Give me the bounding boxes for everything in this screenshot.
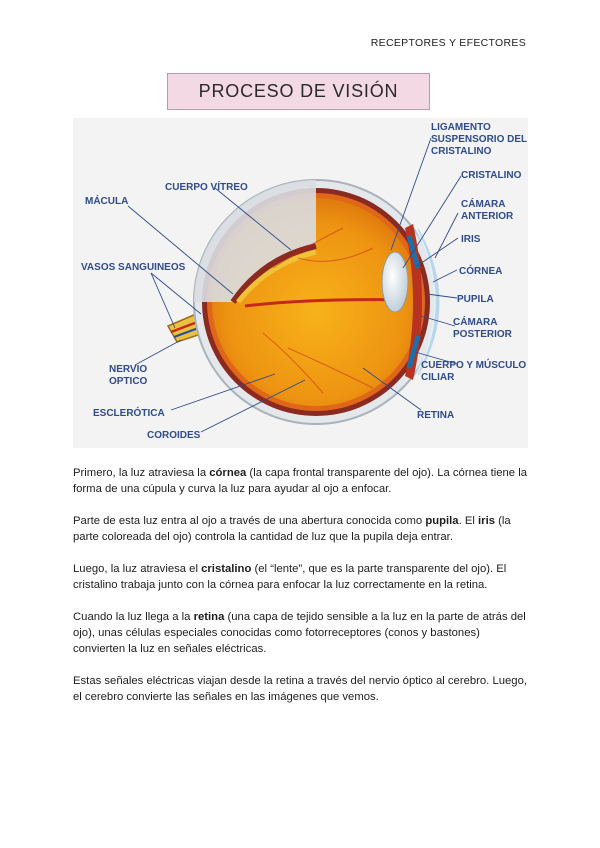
- body-text: [73, 465, 533, 721]
- label-pupila: PUPILA: [457, 294, 494, 305]
- label-coroides: COROIDES: [147, 430, 201, 441]
- title-box: [167, 73, 430, 110]
- label-cornea: CÓRNEA: [459, 266, 503, 277]
- paragraph-cerebro: Estas señales eléctricas viajan desde la retina a través del nervio óptico al cerebro. Luego, el cerebro convierte las señales en las imágenes que vemos.: [73, 675, 528, 703]
- label-ligamento-3: CRISTALINO: [431, 146, 492, 157]
- label-iris: IRIS: [461, 234, 481, 245]
- paragraph-pupila: Parte de esta luz entra al ojo a través de una abertura conocida como pupila. El iris (la parte coloreada del ojo) controla la cantidad de luz que la pupila deja entrar.: [73, 515, 511, 543]
- label-esclerotica: ESCLERÓTICA: [93, 408, 165, 419]
- eye-anatomy-figure: [73, 118, 528, 448]
- paragraph-cristalino: Luego, la luz atraviesa el cristalino (el “lente”, que es la parte transparente del ojo). El cristalino trabaja junto con la córnea para enfocar la luz correctamente en la retina.: [73, 563, 507, 591]
- label-nervio-1: NERVIO: [109, 364, 148, 375]
- label-camara-posterior-2: POSTERIOR: [453, 329, 512, 340]
- label-ligamento-1: LIGAMENTO: [431, 122, 491, 133]
- label-camara-anterior-2: ANTERIOR: [461, 211, 514, 222]
- label-ligamento-2: SUSPENSORIO DEL: [431, 134, 528, 145]
- label-camara-posterior-1: CÁMARA: [453, 317, 498, 328]
- label-cuerpo-musculo-2: CILIAR: [421, 372, 455, 383]
- label-retina: RETINA: [417, 410, 455, 421]
- paragraph-cornea: Primero, la luz atraviesa la córnea (la capa frontal transparente del ojo). La córnea tiene la forma de una cúpula y curva la luz para ayudar al ojo a enfocar.: [73, 467, 528, 495]
- page-header: RECEPTORES Y EFECTORES: [370, 37, 526, 49]
- eye-diagram: [73, 118, 528, 448]
- label-camara-anterior-1: CÁMARA: [461, 199, 506, 210]
- paragraph-retina: Cuando la luz llega a la retina (una capa de tejido sensible a la luz en la parte de atrás del ojo), unas células especiales conocidas como fotorreceptores (conos y bastones) convierten la luz en señales eléctricas.: [73, 611, 526, 655]
- label-cristalino: CRISTALINO: [461, 170, 522, 181]
- label-nervio-2: OPTICO: [109, 376, 148, 387]
- label-cuerpo-musculo-1: CUERPO Y MÚSCULO: [421, 360, 527, 371]
- label-vasos: VASOS SANGUINEOS: [81, 262, 186, 273]
- page-title: PROCESO DE VISIÓN: [198, 81, 399, 101]
- label-cuerpo-vitreo: CUERPO VÍTREO: [165, 182, 248, 193]
- label-macula: MÁCULA: [85, 196, 129, 207]
- lens: [382, 252, 408, 312]
